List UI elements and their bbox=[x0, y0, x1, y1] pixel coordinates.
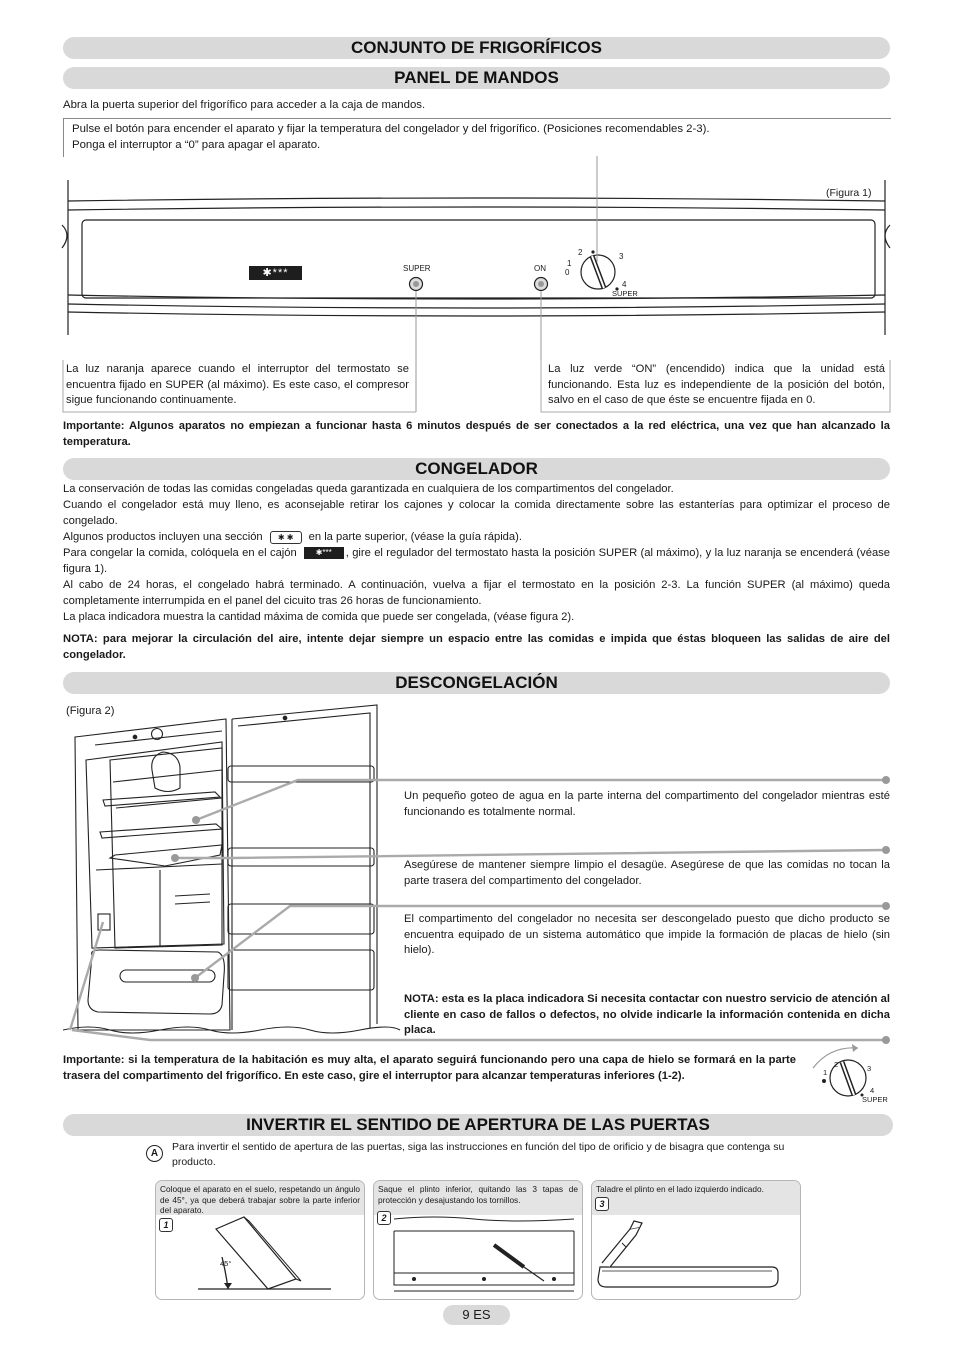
dial-num-4: 4 bbox=[622, 280, 627, 289]
on-light-label: ON bbox=[534, 264, 546, 273]
panel-important: Importante: Algunos aparatos no empiezan a funcionar hasta 6 minutos después de ser conectados a la red eléctrica, una vez que han alcanzado la temperatura. bbox=[63, 420, 890, 448]
instruction-line-1: Pulse el botón para encender el aparato y fijar la temperatura del congelador y del frigorífico. (Posiciones recomendables 2-3). bbox=[72, 123, 710, 135]
step-3-illustration bbox=[592, 1181, 800, 1299]
step-3-number: 3 bbox=[595, 1197, 609, 1211]
small-dial-num-4: 4 bbox=[870, 1086, 875, 1095]
callout-sin-hielo: El compartimento del congelador no necesita ser descongelado puesto que dicho producto se encuentra equipado de un sistema automático que impide la formación de placas de hielo (sin hielo). bbox=[404, 913, 890, 956]
super-light-label: SUPER bbox=[403, 264, 431, 273]
section-title-conjunto: CONJUNTO DE FRIGORÍFICOS bbox=[63, 37, 890, 59]
callout-goteo: Un pequeño goteo de agua en la parte interna del compartimento del congelador mientras esté funcionando es totalmente normal. bbox=[404, 790, 890, 818]
frozen-section-icon: ✱ ✱ bbox=[270, 531, 302, 544]
section-title-invertir: INVERTIR EL SENTIDO DE APERTURA DE LAS PUERTAS bbox=[63, 1114, 893, 1136]
section-title-panel: PANEL DE MANDOS bbox=[63, 67, 890, 89]
step-1-angle-label: 45° bbox=[220, 1259, 232, 1268]
invertir-intro: Para invertir el sentido de apertura de las puertas, siga las instrucciones en función del tipo de orificio y de bisagra que contenga su producto. bbox=[172, 1141, 785, 1168]
dial-num-3: 3 bbox=[619, 252, 624, 261]
congelador-p2: Cuando el congelador está muy lleno, es aconsejable retirar los cajones y colocar la comida directamente sobre las estanterías para optimizar el proceso de congelado. bbox=[63, 499, 890, 527]
step-3-caption: Taladre el plinto en el lado izquierdo indicado. bbox=[592, 1181, 800, 1215]
callout-placa-indicadora: NOTA: esta es la placa indicadora Si necesita contactar con nuestro servicio de atención al cliente en caso de fallos o defectos, no olvide indicarle la información contenida en dicha placa. bbox=[404, 993, 890, 1036]
freezer-drawer-icon: ✱*** bbox=[304, 547, 344, 559]
figure-1-label: (Figura 1) bbox=[826, 187, 872, 199]
dial-super-label: SUPER bbox=[612, 289, 638, 298]
section-title-congelador: CONGELADOR bbox=[63, 458, 890, 480]
freezer-stars-icon: ✱*** bbox=[249, 266, 302, 280]
step-card-2 bbox=[373, 1180, 583, 1300]
congelador-p6: La placa indicadora muestra la cantidad máxima de comida que puede ser congelada, (véase figura 2). bbox=[63, 611, 575, 623]
small-dial-num-2: 2 bbox=[834, 1060, 839, 1069]
congelador-p4: Para congelar la comida, colóquela en el cajón ✱*** , gire el regulador del termostato hasta la posición SUPER (al máximo), y la luz naranja se encenderá (véase figura 1). bbox=[63, 547, 890, 575]
panel-intro: Abra la puerta superior del frigorífico para acceder a la caja de mandos. bbox=[63, 99, 426, 111]
orange-light-note: La luz naranja aparece cuando el interruptor del termostato se encuentra fijado en SUPER (al máximo). Es este caso, el compresor sigue funcionando continuamente. bbox=[66, 363, 409, 406]
dial-num-1: 1 bbox=[567, 259, 572, 268]
instruction-line-2: Ponga el interruptor a “0” para apagar el aparato. bbox=[72, 139, 321, 151]
step-a-badge: A bbox=[146, 1145, 163, 1162]
small-dial-num-3: 3 bbox=[867, 1064, 872, 1073]
step-1-illustration bbox=[156, 1181, 364, 1299]
congelador-p5: Al cabo de 24 horas, el congelado habrá terminado. A continuación, vuelva a fijar el termostato en la posición 2-3. La función SUPER (al máximo) queda completamente interrumpida en el panel del cicuito tras 26 horas de funcionamiento. bbox=[63, 579, 890, 607]
section-title-descongelacion: DESCONGELACIÓN bbox=[63, 672, 890, 694]
step-1-caption: Coloque el aparato en el suelo, respetando un ángulo de 45°, ya que deberá trabajar sobre la parte inferior del aparato. bbox=[156, 1181, 364, 1215]
congelador-p3: Algunos productos incluyen una sección ✱ ✱ en la parte superior, (véase la guía rápida). bbox=[63, 531, 522, 543]
dial-num-2: 2 bbox=[578, 248, 583, 257]
step-card-1 bbox=[155, 1180, 365, 1300]
small-dial-super: SUPER bbox=[862, 1095, 888, 1104]
green-light-note: La luz verde “ON” (encendido) indica que la unidad está funcionando. Esta luz es independiente de la posición del botón, salvo en el caso de que éste se encuentre fijada en 0. bbox=[548, 363, 885, 406]
callout-desague: Asegúrese de mantener siempre limpio el desagüe. Asegúrese de que las comidas no tocan la parte trasera del compartimento del congelador. bbox=[404, 859, 890, 887]
step-2-caption: Saque el plinto inferior, quitando las 3 tapas de protección y desajustando los tornillos. bbox=[374, 1181, 582, 1215]
descongelacion-important: Importante: si la temperatura de la habitación es muy alta, el aparato seguirá funcionando pero una capa de hielo se formará en la parte trasera del compartimento del frigorífico. En este caso, gire el interruptor para alcanzar temperaturas inferiores (1-2). bbox=[63, 1054, 796, 1082]
page-number: 9 ES bbox=[443, 1305, 510, 1325]
congelador-nota: NOTA: para mejorar la circulación del aire, intente dejar siempre un espacio entre las comidas e impida que éstas bloqueen las salidas de aire del congelador. bbox=[63, 633, 890, 661]
congelador-p1: La conservación de todas las comidas congeladas queda garantizada en cualquiera de los compartimentos del congelador. bbox=[63, 483, 674, 495]
step-2-illustration bbox=[374, 1181, 582, 1299]
step-card-3 bbox=[591, 1180, 801, 1300]
step-2-number: 2 bbox=[377, 1211, 391, 1225]
step-1-number: 1 bbox=[159, 1218, 173, 1232]
dial-num-0: 0 bbox=[565, 268, 570, 277]
small-dial-num-1: 1 bbox=[823, 1068, 828, 1077]
figure-2-label: (Figura 2) bbox=[66, 705, 115, 717]
